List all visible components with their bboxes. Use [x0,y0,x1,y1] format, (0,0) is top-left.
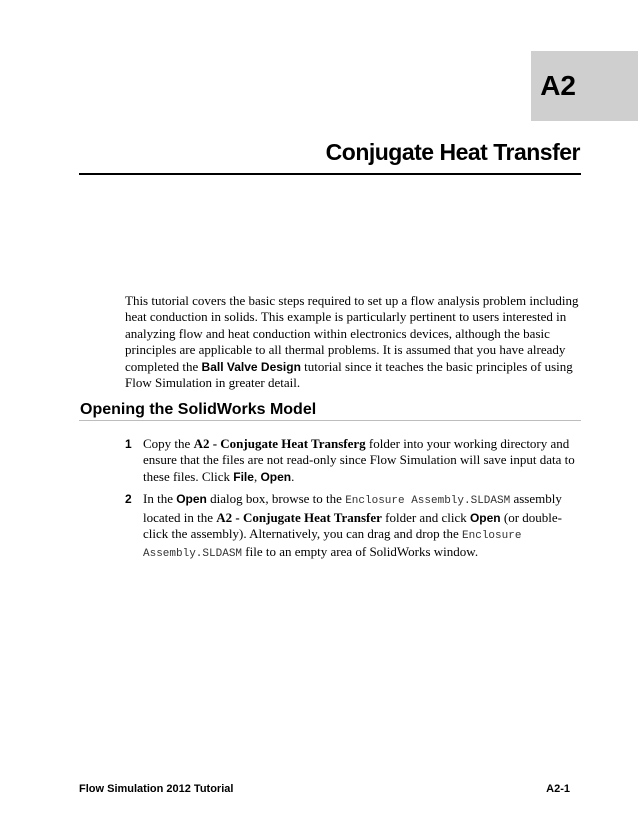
step-number: 2 [125,492,132,507]
menu-file: File [233,469,254,484]
folder-name: A2 - Conjugate Heat Transferg [193,436,366,451]
button-name: Open [469,510,501,525]
step-text: folder into your working directory and ensure that the files are not read-only since Flow Simulation will save input data to these files. Click [143,436,575,484]
chapter-title: Conjugate Heat Transfer [325,139,580,165]
chapter-code: A2 [540,70,576,101]
step-text: . [291,468,295,484]
step-text: (or double-click the assembly). Alternatively, you can drag and drop the [143,509,563,542]
menu-open: Open [260,469,292,484]
title-rule [79,173,581,175]
page-number: A2-1 [546,783,570,795]
step-text: file to an empty area of SolidWorks window. [242,544,479,560]
step-text: dialog box, browse to the [206,491,346,507]
step-item [125,491,580,563]
dialog-name: Open [176,492,207,507]
intro-text-2: tutorial since it teaches the basic principles of using Flow Simulation in greater detail. [125,358,573,391]
footer-title: Flow Simulation 2012 Tutorial [79,783,234,795]
folder-name: A2 - Conjugate Heat Transfer [216,509,382,525]
section-rule [79,420,581,421]
step-item [125,436,580,485]
intro-tutorial-name: Ball Valve Design [201,359,301,374]
steps-list [125,436,580,569]
step-text: In the [143,491,177,507]
step-text: folder and click [381,509,470,525]
intro-text-1: This tutorial covers the basic steps required to set up a flow analysis problem including heat conduction in solids. This example is particularly pertinent to users interested in analyzing flow and heat conduction within electronics devices, although the basic principles are applicable to all thermal problems. It is assumed that you have already completed the [125,293,579,374]
intro-paragraph [125,293,580,391]
step-text: assembly located in the [143,491,562,525]
step-text: Copy the [143,436,194,451]
step-number: 1 [125,437,132,451]
step-text: , [253,468,261,484]
file-name: Enclosure Assembly.SLDASM [143,530,522,561]
chapter-tab [531,51,638,121]
section-heading: Opening the SolidWorks Model [80,401,317,418]
file-name: Enclosure Assembly.SLDASM [345,495,511,508]
